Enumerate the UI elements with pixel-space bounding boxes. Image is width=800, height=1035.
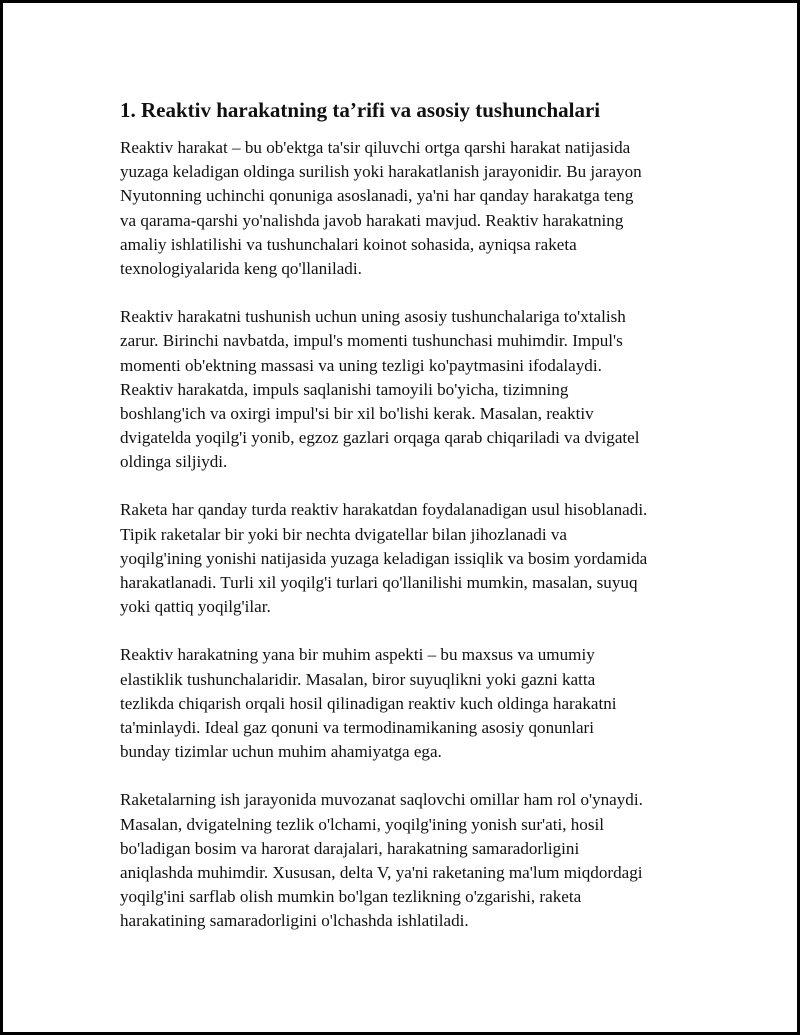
paragraph-momentum [120,305,700,474]
text-line: dvigatelda yoqilg'i yonib, egzoz gazlari orqaga qarab chiqariladi va dvigatel [120,428,640,448]
text-line: Raketa har qanday turda reaktiv harakatdan foydalanadigan usul hisoblanadi. [120,500,648,520]
text-line: yoqilg'ining yonishi natijasida yuzaga keladigan issiqlik va bosim yordamida [120,548,648,568]
text-line: ta'minlaydi. Ideal gaz qonuni va termodinamikaning asosiy qonunlari [120,717,594,737]
text-line: yoki qattiq yoqilg'ilar. [120,597,271,617]
text-line: momenti ob'ektning massasi va uning tezligi ko'paytmasini ifodalaydi. [120,355,602,375]
text-line: elastiklik tushunchalaridir. Masalan, biror suyuqlikni yoki gazni katta [120,669,596,689]
paragraph-efficiency [120,788,700,933]
document-body [120,96,700,957]
text-line: Masalan, dvigatelning tezlik o'lchami, yoqilg'ining yonish sur'ati, hosil [120,814,605,834]
text-line: Reaktiv harakatda, impuls saqlanishi tamoyili bo'yicha, tizimning [120,379,569,399]
text-line: bo'ladigan bosim va harorat darajalari, harakatning samaradorligini [120,838,580,858]
paragraph-definition [120,136,700,281]
text-line: Reaktiv harakat – bu ob'ektga ta'sir qiluvchi ortga qarshi harakat natijasida [120,138,631,157]
text-line: Tipik raketalar bir yoki bir nechta dvigatellar bilan jihozlanadi va [120,524,567,544]
text-line: zarur. Birinchi navbatda, impul's momenti tushunchasi muhimdir. Impul's [120,331,623,351]
paragraph-elasticity [120,643,700,764]
text-line: Raketalarning ish jarayonida muvozanat saqlovchi omillar ham rol o'ynaydi. [120,790,643,810]
text-line: Reaktiv harakatni tushunish uchun uning asosiy tushunchalariga to'xtalish [120,307,626,327]
text-line: amaliy ishlatilishi va tushunchalari koinot sohasida, ayniqsa raketa [120,234,577,254]
text-line: tezlikda chiqarish orqali hosil qilinadigan reaktiv kuch oldinga harakatni [120,693,617,713]
text-line: Nyutonning uchinchi qonuniga asoslanadi, ya'ni har qanday harakatga teng [120,186,634,206]
text-line: va qarama-qarshi yo'nalishda javob harakati mavjud. Reaktiv harakatning [120,210,624,230]
text-line: harakatining samaradorligini o'lchashda ishlatiladi. [120,911,469,931]
paragraph-rockets [120,498,700,619]
text-line: harakatlanadi. Turli xil yoqilg'i turlari qo'llanilishi mumkin, masalan, suyuq [120,573,638,592]
text-line: texnologiyalarida keng qo'llaniladi. [120,258,362,278]
text-line: boshlang'ich va oxirgi impul'si bir xil bo'lishi kerak. Masalan, reaktiv [120,403,594,423]
text-line: yoqilg'ini sarflab olish mumkin bo'lgan tezlikning o'zgarishi, raketa [120,887,582,907]
text-line: oldinga siljiydi. [120,452,228,472]
text-line: yuzaga keladigan oldinga surilish yoki harakatlanish jarayonidir. Bu jarayon [120,162,642,182]
section-title: 1. Reaktiv harakatning ta’rifi va asosiy tushunchalari [120,98,601,122]
text-line: Reaktiv harakatning yana bir muhim aspekti – bu maxsus va umumiy [120,645,595,665]
text-line: bunday tizimlar uchun muhim ahamiyatga ega. [120,742,442,762]
text-line: aniqlashda muhimdir. Xususan, delta V, ya'ni raketaning ma'lum miqdordagi [120,862,643,882]
